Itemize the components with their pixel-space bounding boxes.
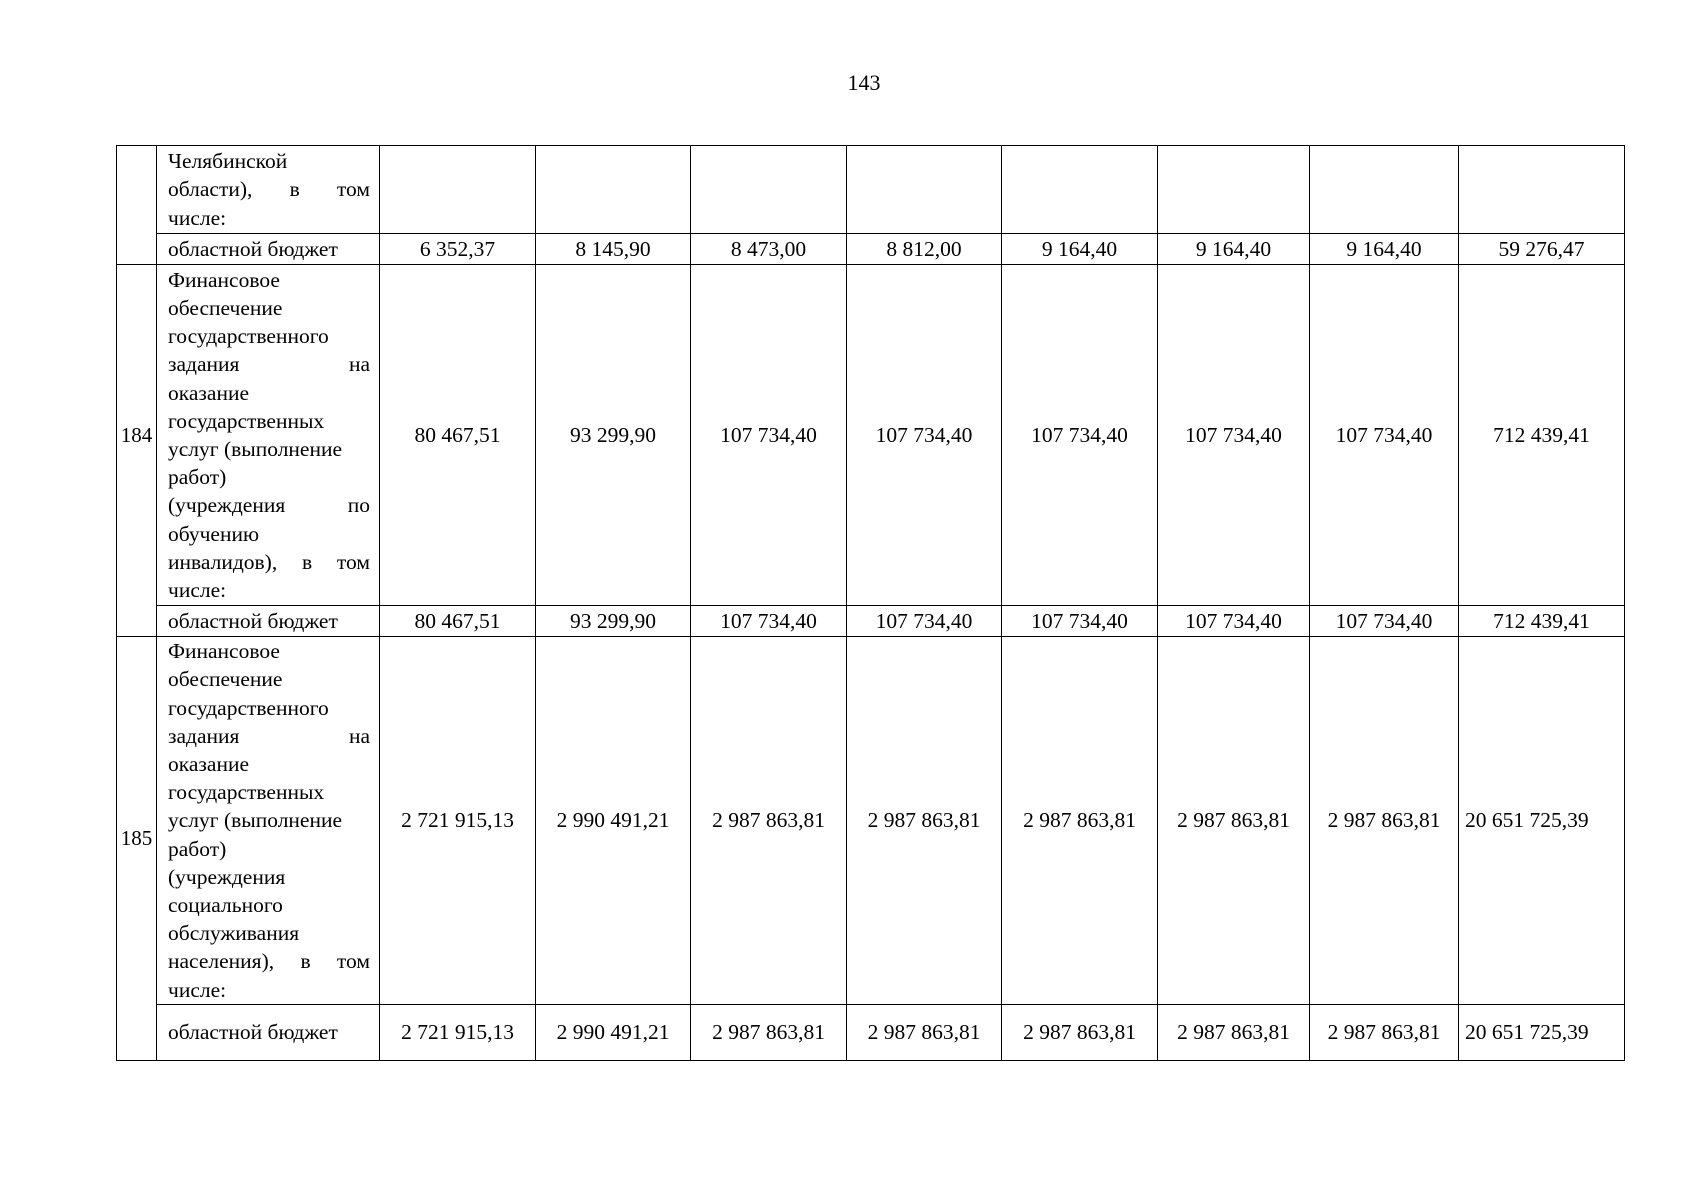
value-cell: 2 987 863,81 bbox=[1002, 637, 1158, 1005]
description-line: государственных bbox=[168, 408, 325, 433]
value-cell: 59 276,47 bbox=[1459, 234, 1625, 265]
table-row-185-main bbox=[117, 637, 1625, 1005]
value-cell: 107 734,40 bbox=[1158, 606, 1310, 637]
description-line: обслуживания bbox=[168, 921, 300, 946]
description-line: социального bbox=[168, 893, 283, 917]
table-row-continued-main bbox=[117, 146, 1625, 234]
description-line: области), в том bbox=[168, 177, 370, 202]
row-description bbox=[157, 265, 380, 606]
description-line: работ) bbox=[168, 836, 227, 861]
description-line: Финансовое bbox=[168, 267, 280, 292]
value-cell: 9 164,40 bbox=[1310, 234, 1459, 265]
value-cell: 20 651 725,39 bbox=[1459, 1005, 1625, 1061]
value-cell: 2 987 863,81 bbox=[1310, 1005, 1459, 1061]
description-line: государственного bbox=[168, 324, 329, 349]
value-cell: 107 734,40 bbox=[691, 265, 847, 606]
description-line: работ) bbox=[168, 465, 227, 490]
value-cell: 2 721 915,13 bbox=[380, 1005, 536, 1061]
value-cell: 80 467,51 bbox=[380, 265, 536, 606]
description-line: оказание bbox=[168, 380, 250, 405]
value-cell: 107 734,40 bbox=[1158, 265, 1310, 606]
description-line: обеспечение bbox=[168, 667, 283, 692]
table-row-185-sub bbox=[117, 1005, 1625, 1061]
description-line: обеспечение bbox=[168, 295, 283, 320]
value-cell bbox=[1310, 146, 1459, 234]
description-line: оказание bbox=[168, 751, 250, 776]
description-line: (учреждения по bbox=[168, 493, 370, 518]
value-cell: 9 164,40 bbox=[1158, 234, 1310, 265]
description-line: Челябинской bbox=[168, 149, 288, 174]
value-cell: 2 990 491,21 bbox=[536, 1005, 691, 1061]
value-cell: 8 473,00 bbox=[691, 234, 847, 265]
value-cell: 107 734,40 bbox=[1002, 265, 1158, 606]
row-number-cell bbox=[117, 637, 157, 1061]
row-number-cell bbox=[117, 146, 157, 265]
value-cell: 107 734,40 bbox=[1310, 265, 1459, 606]
value-cell: 107 734,40 bbox=[691, 606, 847, 637]
value-cell: 93 299,90 bbox=[536, 606, 691, 637]
value-cell: 20 651 725,39 bbox=[1459, 637, 1625, 1005]
description-line: задания на bbox=[168, 352, 370, 377]
value-cell bbox=[380, 146, 536, 234]
description-line: государственных bbox=[168, 780, 325, 805]
row-description bbox=[157, 637, 380, 1005]
description-line: государственного bbox=[168, 695, 329, 720]
table-row-184-main bbox=[117, 265, 1625, 606]
value-cell: 80 467,51 bbox=[380, 606, 536, 637]
value-cell bbox=[847, 146, 1002, 234]
value-cell: 2 987 863,81 bbox=[1158, 637, 1310, 1005]
description-line: Финансовое bbox=[168, 639, 280, 664]
page-number: 143 bbox=[847, 70, 881, 95]
value-cell: 2 990 491,21 bbox=[536, 637, 691, 1005]
value-cell: 107 734,40 bbox=[847, 265, 1002, 606]
description-line: услуг (выполнение bbox=[168, 437, 343, 461]
value-cell: 6 352,37 bbox=[380, 234, 536, 265]
value-cell bbox=[1158, 146, 1310, 234]
value-cell: 712 439,41 bbox=[1459, 606, 1625, 637]
sub-row-label: областной бюджет bbox=[157, 1005, 380, 1061]
value-cell bbox=[1459, 146, 1625, 234]
value-cell: 8 145,90 bbox=[536, 234, 691, 265]
value-cell bbox=[1002, 146, 1158, 234]
value-cell: 2 987 863,81 bbox=[1002, 1005, 1158, 1061]
value-cell: 107 734,40 bbox=[1002, 606, 1158, 637]
row-number-cell bbox=[117, 265, 157, 637]
value-cell: 2 987 863,81 bbox=[847, 1005, 1002, 1061]
table-row-continued-sub bbox=[117, 234, 1625, 265]
description-line: инвалидов), в том bbox=[168, 549, 370, 574]
value-cell: 712 439,41 bbox=[1459, 265, 1625, 606]
value-cell: 93 299,90 bbox=[536, 265, 691, 606]
description-line: (учреждения bbox=[168, 864, 286, 889]
value-cell: 107 734,40 bbox=[847, 606, 1002, 637]
description-line: задания на bbox=[168, 723, 370, 748]
sub-row-label: областной бюджет bbox=[157, 234, 380, 265]
row-number: 185 bbox=[120, 826, 153, 851]
row-number: 184 bbox=[120, 423, 153, 448]
value-cell: 107 734,40 bbox=[1310, 606, 1459, 637]
description-line: обучению bbox=[168, 521, 260, 546]
description-line: числе: bbox=[168, 578, 227, 603]
row-description bbox=[157, 146, 380, 234]
value-cell: 2 987 863,81 bbox=[1158, 1005, 1310, 1061]
description-line: населения), в том bbox=[168, 949, 370, 974]
value-cell: 2 987 863,81 bbox=[691, 637, 847, 1005]
description-line: услуг (выполнение bbox=[168, 808, 343, 833]
value-cell: 2 987 863,81 bbox=[691, 1005, 847, 1061]
sub-row-label: областной бюджет bbox=[157, 606, 380, 637]
description-line: числе: bbox=[168, 977, 227, 1002]
value-cell: 2 721 915,13 bbox=[380, 637, 536, 1005]
budget-table bbox=[116, 145, 1625, 1061]
value-cell: 2 987 863,81 bbox=[847, 637, 1002, 1005]
value-cell bbox=[691, 146, 847, 234]
value-cell: 8 812,00 bbox=[847, 234, 1002, 265]
value-cell: 9 164,40 bbox=[1002, 234, 1158, 265]
value-cell: 2 987 863,81 bbox=[1310, 637, 1459, 1005]
value-cell bbox=[536, 146, 691, 234]
description-line: числе: bbox=[168, 205, 227, 230]
table-row-184-sub bbox=[117, 606, 1625, 637]
